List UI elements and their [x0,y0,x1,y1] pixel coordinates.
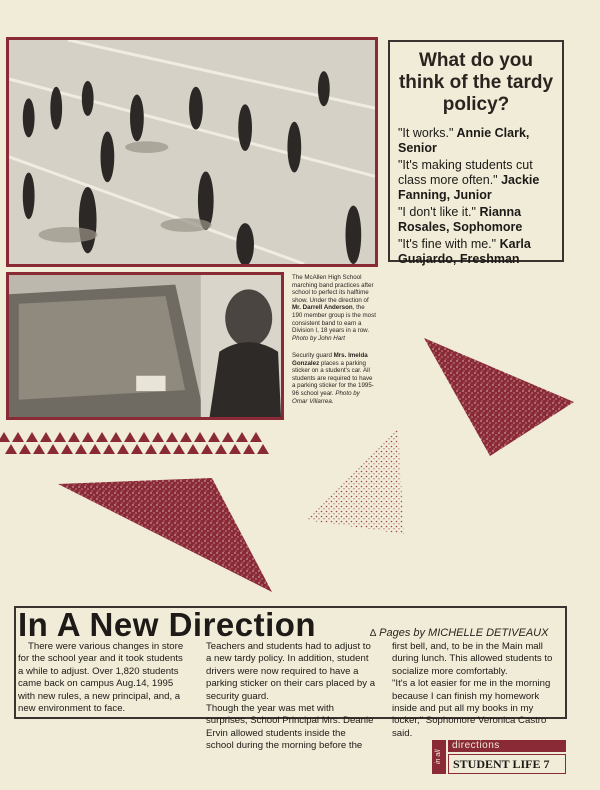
byline: ∆ Pages by MICHELLE DETIVEAUX [370,627,549,639]
page-folio [432,740,566,774]
triangle-right [424,338,574,456]
guard-photo-caption: Security guard Mrs. Imelda Gonzalez places a parking sticker on a student's car. All students are required to have a parking sticker for the 1995-96 school year. Photo by Omar Villarrea. [292,352,374,405]
article-headline: In A New Direction [18,606,317,643]
poll-quote: "It works." Annie Clark, Senior [398,126,530,155]
poll-quote: "It's making students cut class more often." Jackie Fanning, Junior [398,158,540,202]
security-guard-photo [6,272,284,420]
article-column-1: There were various changes in store for the school year and it took students a while to adjust. Over 1,820 students came back on campus Aug.14, 1995 with new rules, a new principal, and, a new environment to face. [18,641,184,715]
article-column-2: Teachers and students had to adjust to a new tardy policy. In addition, student drivers were now required to have a parking sticker on their cars placed by a security guard. Though the year was met with surprises, School Principal Mrs. Deanie Ervin allowed students inside the school during the morning before the [206,641,376,752]
triangle-strip [0,432,269,454]
poll-box [388,40,564,266]
folio-side-label: in all [432,740,446,774]
poll-title: What do you think of the tardy policy? [398,50,554,115]
folio-section: STUDENT LIFE 7 [448,754,566,774]
folio-top-label: directions [448,740,566,752]
triangle-left [58,478,272,592]
poll-quote: "I don't like it." Rianna Rosales, Sophomore [398,205,523,234]
poll-quote: "It's fine with me." Karla Guajardo, Freshman [398,237,531,266]
article-column-3: first bell, and, to be in the Main mall during lunch. This allowed students to socialize more comfortably. "It's a lot easier for me in the morning because I can finish my homework inside and put all my books in my locker," Sophomore Veronica Castro said. [392,641,553,739]
delta-icon: ∆ [370,628,377,639]
page-number: 7 [543,757,550,771]
band-photo-caption: The McAllen High School marching band practices after school to perfect its halftime show. Under the direction of Mr. Darrell Anderson, the 190 member group is the most consistent band to earn a Division I, 18 years in a row. Photo by John Hart [292,274,376,342]
band-photo [6,37,378,267]
triangle-dotted [306,428,404,534]
